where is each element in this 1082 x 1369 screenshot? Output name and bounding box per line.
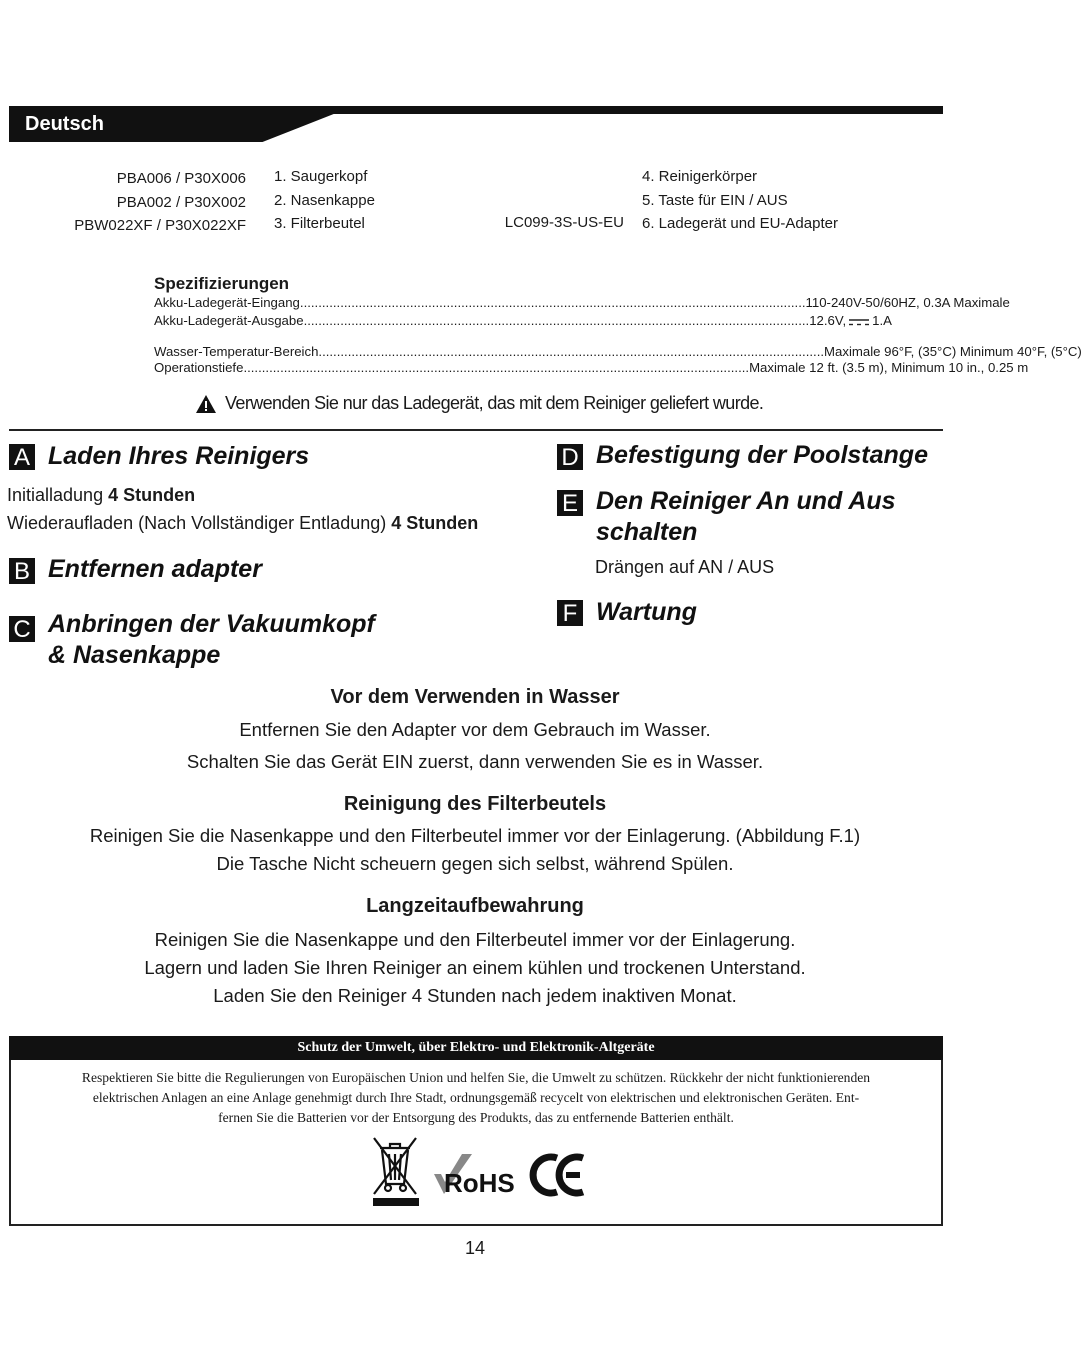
before-use-heading: Vor dem Verwenden in Wasser [330,686,620,708]
before-use-line: Entfernen Sie den Adapter vor dem Gebrauch im Wasser. [239,719,711,740]
parts-list-right [642,165,838,236]
section-title-c-line1: Anbringen der Vakuumkopf [48,610,375,638]
section-letter-d: D [557,444,583,470]
part-item: 5. Taste für EIN / AUS [642,191,788,209]
section-letter-e: E [557,490,583,516]
charging-initial-duration: 4 Stunden [108,485,196,505]
direct-current-icon [849,318,869,326]
spec-row-input [154,295,1010,310]
section-letter-c: C [9,616,35,642]
part-item: 1. Saugerkopf [274,168,368,185]
section-title-e-line1: Den Reiniger An und Aus [596,487,896,515]
spec-value: 110-240V-50/60HZ, 0.3A Maximale [805,295,1010,310]
section-title-c-line2: & Nasenkappe [48,641,221,669]
model-item: PBA002 / P30X002 [116,193,246,211]
charger-model: LC099-3S-US-EU [504,214,624,231]
specs-title: Spezifizierungen [154,274,290,293]
section-title-b: Entfernen adapter [48,555,262,583]
spec-value [809,313,892,328]
section-letter-f: F [557,600,583,626]
warning-text: Verwenden Sie nur das Ladegerät, das mit dem Reiniger geliefert wurde. [225,393,764,413]
rohs-logo [432,1152,526,1198]
section-title-e-line2: schalten [596,518,698,546]
warning-icon [195,394,217,414]
weee-line: elektrischen Anlagen an eine Anlage genehmigt durch Ihre Stadt, ordnungsgemäß recycelt von elektrischen und elektronischen Geräten. Ent- [92,1090,860,1105]
part-item: 6. Ladegerät und EU-Adapter [642,215,838,232]
section-title-f: Wartung [596,598,697,626]
section-letter-b: B [9,558,35,584]
part-item: 2. Nasenkappe [274,191,375,209]
section-title-d: Befestigung der Poolstange [596,441,928,469]
page-number: 14 [464,1238,486,1258]
spec-row-depth [154,360,1029,375]
before-use-line: Schalten Sie das Gerät EIN zuerst, dann verwenden Sie es in Wasser. [186,751,764,772]
spec-row-output [154,313,892,328]
filter-cleaning-line: Die Tasche Nicht scheuern gegen sich selbst, während Spülen. [216,853,734,874]
dot-leader: .......................................................................................................................................... [299,295,806,310]
part-item: 3. Filterbeutel [274,215,365,232]
model-item: PBA006 / P30X006 [116,170,246,187]
long-storage-line: Lagern und laden Sie Ihren Reiniger an einem kühlen und trockenen Unterstand. [144,957,806,978]
language-title: Deutsch [25,113,104,135]
warning-line [195,393,763,414]
weee-text [14,1068,938,1128]
long-storage-line: Laden Sie den Reiniger 4 Stunden nach jedem inaktiven Monat. [213,985,737,1006]
dot-leader: .......................................................................................................................................... [318,344,825,359]
dot-leader: .......................................................................................................................................... [303,313,810,328]
spec-label: Wasser-Temperatur-Bereich [154,344,319,359]
charging-initial-label: Initialladung [7,485,109,505]
section-title-a: Laden Ihres Reinigers [48,442,310,470]
charging-recharge-label: Wiederaufladen (Nach Vollständiger Entladung) [7,513,392,533]
weee-line: Respektieren Sie bitte die Regulierungen von Europäischen Union und helfen Sie, die Umwelt zu schützen. Rückkehr der nicht funktionierenden [81,1070,871,1085]
model-item: PBW022XF / P30X022XF [74,217,246,234]
weee-heading: Schutz der Umwelt, über Elektro- und Elektronik-Altgeräte [9,1036,943,1060]
long-storage-heading: Langzeitaufbewahrung [366,895,584,917]
section-divider [9,429,943,431]
spec-value-voltage: 12.6V, [809,313,847,328]
dot-leader: .......................................................................................................................................... [243,360,750,375]
filter-cleaning-heading: Reinigung des Filterbeutels [343,793,607,815]
spec-row-temperature [154,344,1082,359]
long-storage-line: Reinigen Sie die Nasenkappe und den Filterbeutel immer vor der Einlagerung. [154,929,796,950]
part-item: 4. Reinigerkörper [642,168,758,185]
rohs-mark: RoHS [444,1168,515,1198]
weee-bin-icon [370,1134,422,1208]
filter-cleaning-line: Reinigen Sie die Nasenkappe und den Filterbeutel immer vor der Einlagerung. (Abbildung F.1) [89,825,861,846]
section-letter-a: A [9,444,35,470]
model-list [40,167,246,238]
ce-mark [533,1152,589,1198]
weee-line: fernen Sie die Batterien vor der Entsorgung des Produkts, das zu entfernende Batterien enthält. [218,1110,734,1125]
spec-label: Operationstiefe [154,360,244,375]
charging-recharge [7,509,478,537]
charging-recharge-duration: 4 Stunden [391,513,479,533]
spec-value: Maximale 96°F, (35°C) Minimum 40°F, (5°C) [824,344,1082,359]
spec-value-current: 1.A [872,313,892,328]
charging-initial [7,481,195,509]
power-instruction: Drängen auf AN / AUS [595,557,775,577]
spec-label: Akku-Ladegerät-Ausgabe [154,313,304,328]
spec-label: Akku-Ladegerät-Eingang [154,295,300,310]
parts-list-left [274,165,375,236]
spec-value: Maximale 12 ft. (3.5 m), Minimum 10 in., 0.25 m [749,360,1029,375]
